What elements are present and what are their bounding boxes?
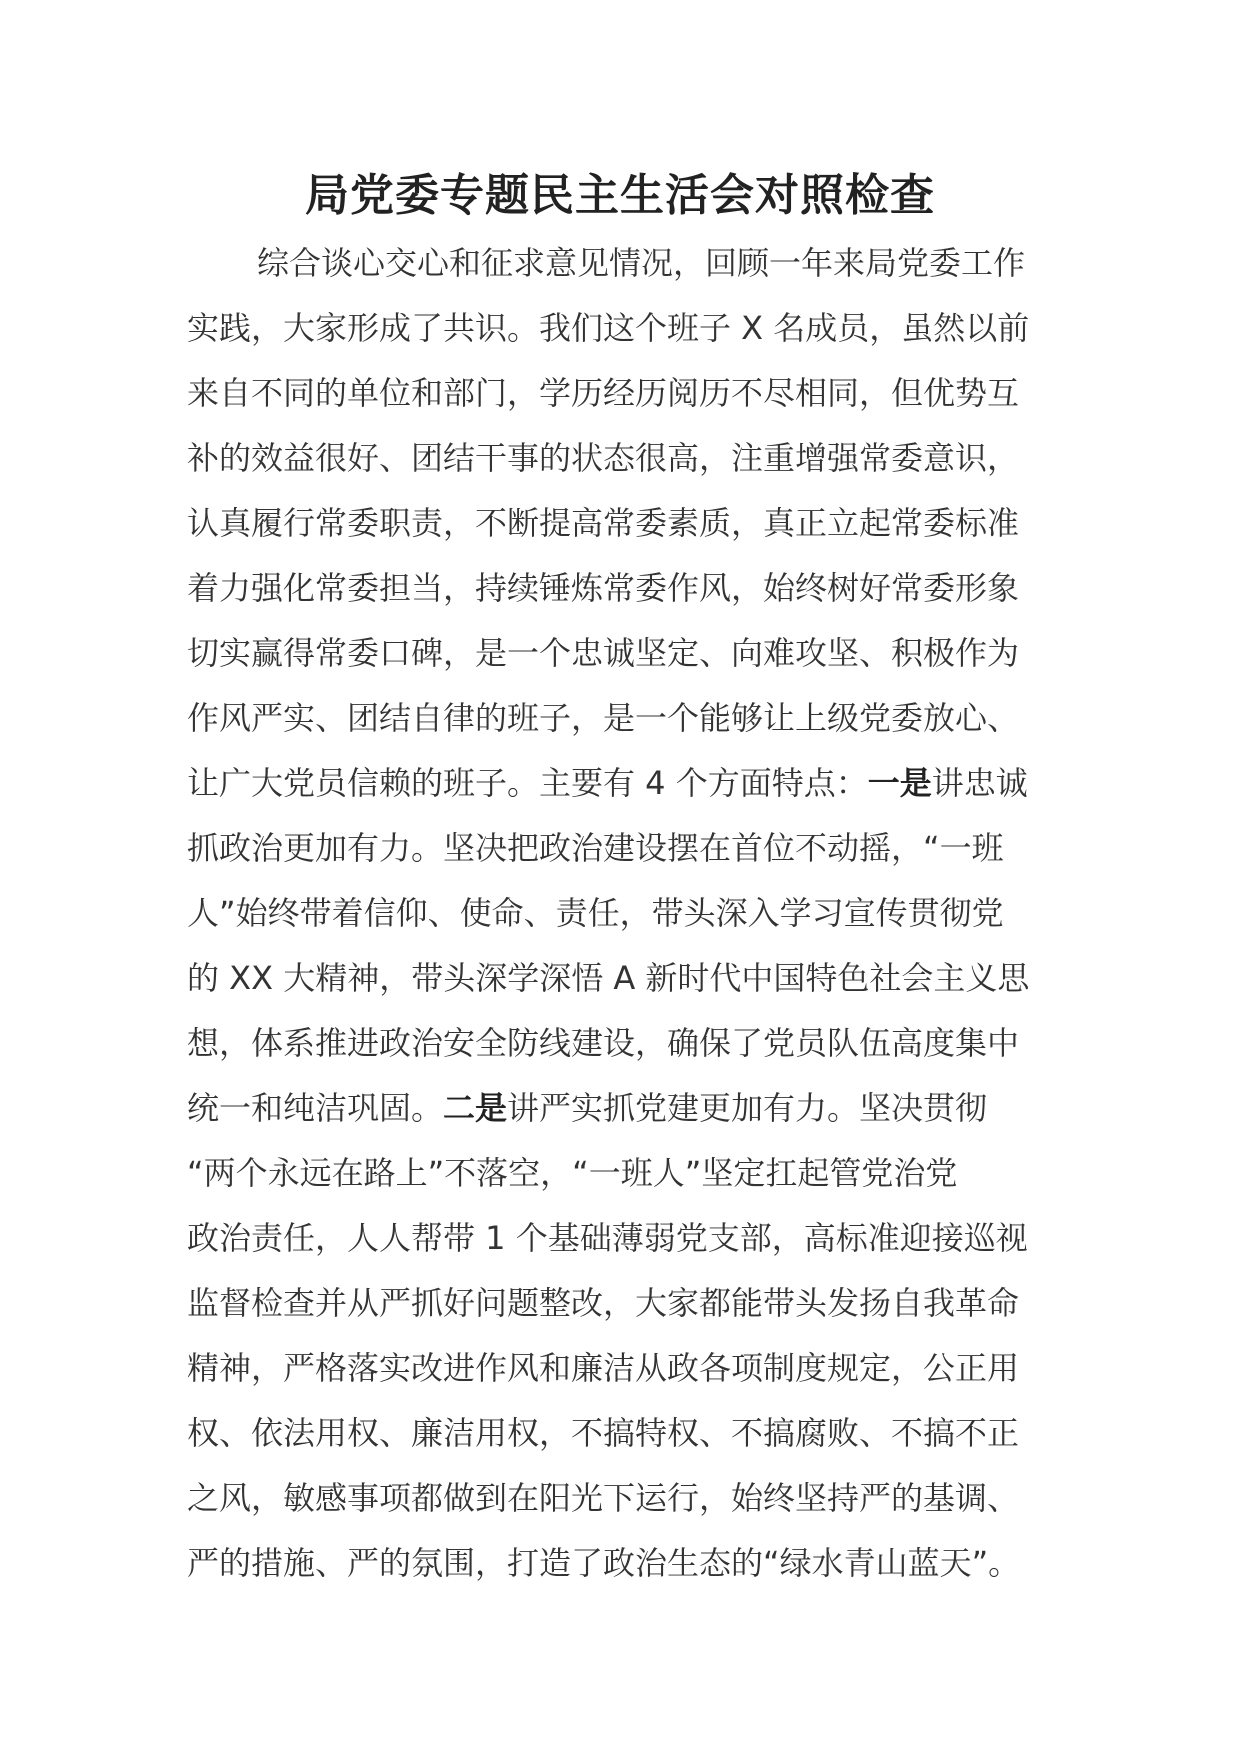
text-line <box>187 1466 1067 1531</box>
text-segment: 抓政治更加有力。坚决把政治建设摆在首位不动摇，“一班 <box>187 829 1004 867</box>
text-segment: 的 XX 大精神，带头深学深悟 A 新时代中国特色社会主义思 <box>187 959 1030 997</box>
text-line <box>187 426 1067 491</box>
text-line <box>187 1206 1067 1271</box>
text-line <box>187 1141 1067 1206</box>
text-line <box>187 1401 1067 1466</box>
text-line <box>187 491 1067 556</box>
text-line <box>187 361 1067 426</box>
text-segment: 综合谈心交心和征求意见情况，回顾一年来局党委工作 <box>257 244 1026 282</box>
text-segment: 之风，敏感事项都做到在阳光下运行，始终坚持严的基调、 <box>187 1479 1020 1517</box>
text-line <box>187 686 1067 751</box>
bold-text: 二是 <box>443 1089 508 1127</box>
text-line <box>187 1531 1067 1596</box>
text-line <box>187 946 1067 1011</box>
text-line <box>187 1336 1067 1401</box>
text-segment: 补的效益很好、团结干事的状态很高，注重增强常委意识， <box>187 439 1020 477</box>
text-segment: 精神，严格落实改进作风和廉洁从政各项制度规定，公正用 <box>187 1349 1020 1387</box>
bold-text: 一是 <box>867 764 932 802</box>
text-segment: 政治责任，人人帮带 1 个基础薄弱党支部，高标准迎接巡视 <box>187 1219 1028 1257</box>
text-segment: 来自不同的单位和部门，学历经历阅历不尽相同，但优势互 <box>187 374 1020 412</box>
text-segment: 权、依法用权、廉洁用权，不搞特权、不搞腐败、不搞不正 <box>187 1414 1020 1452</box>
text-line <box>187 1271 1067 1336</box>
text-segment: 讲忠诚 <box>931 764 1028 802</box>
text-line <box>187 1011 1067 1076</box>
text-segment: 监督检查并从严抓好问题整改，大家都能带头发扬自我革命 <box>187 1284 1020 1322</box>
text-segment: 人”始终带着信仰、使命、责任，带头深入学习宣传贯彻党 <box>187 894 1004 932</box>
text-line <box>187 296 1067 361</box>
document-body <box>187 231 1067 1596</box>
text-segment: 认真履行常委职责，不断提高常委素质，真正立起常委标准 <box>187 504 1020 542</box>
text-segment: 让广大党员信赖的班子。主要有 4 个方面特点： <box>187 764 868 802</box>
text-line <box>187 816 1067 881</box>
text-segment: 严的措施、严的氛围，打造了政治生态的“绿水青山蓝天”。 <box>187 1544 1021 1582</box>
text-segment: 讲严实抓党建更加有力。坚决贯彻 <box>507 1089 988 1127</box>
text-segment: 统一和纯洁巩固。 <box>187 1089 444 1127</box>
text-line <box>187 231 1067 296</box>
text-line <box>187 621 1067 686</box>
text-segment: “两个永远在路上”不落空，“一班人”坚定扛起管党治党 <box>187 1154 958 1192</box>
text-line <box>187 751 1067 816</box>
text-segment: 想，体系推进政治安全防线建设，确保了党员队伍高度集中 <box>187 1024 1020 1062</box>
text-line <box>187 1076 1067 1141</box>
text-line <box>187 881 1067 946</box>
text-segment: 实践，大家形成了共识。我们这个班子 X 名成员，虽然以前 <box>187 309 1030 347</box>
text-segment: 作风严实、团结自律的班子，是一个能够让上级党委放心、 <box>187 699 1020 737</box>
text-line <box>187 556 1067 621</box>
text-segment: 着力强化常委担当，持续锤炼常委作风，始终树好常委形象 <box>187 569 1020 607</box>
document-title: 局党委专题民主生活会对照检查 <box>305 170 935 221</box>
text-segment: 切实赢得常委口碑，是一个忠诚坚定、向难攻坚、积极作为 <box>187 634 1020 672</box>
